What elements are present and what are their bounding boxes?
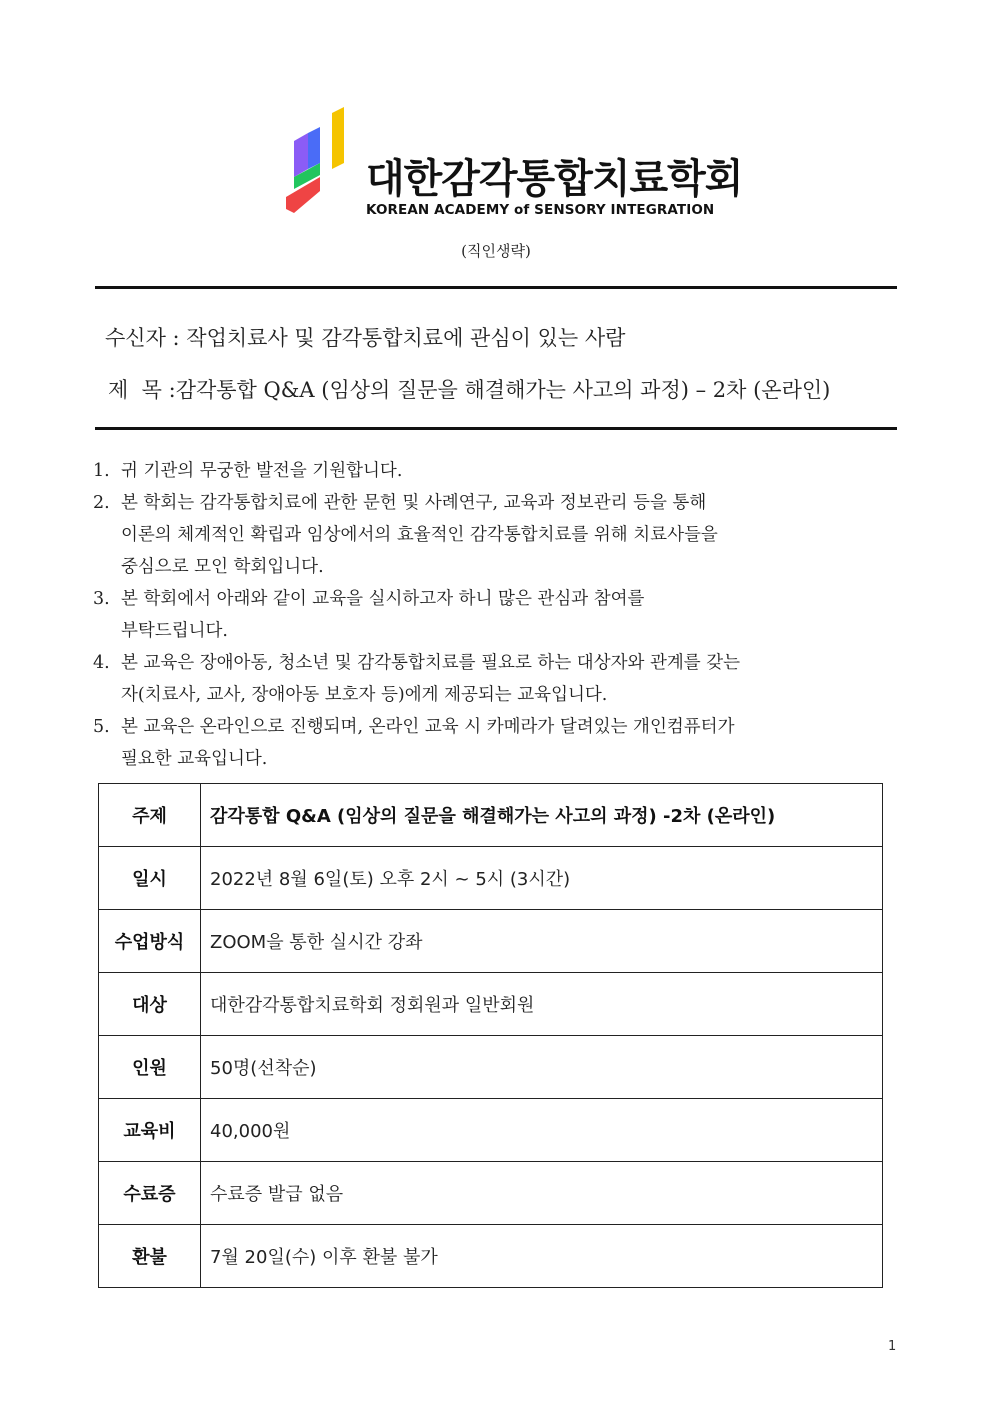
paragraph-number: 4. [93,653,110,673]
paragraph-line: 중심으로 모인 학회입니다. [121,557,324,577]
row-value: ZOOM을 통한 실시간 강좌 [201,910,883,973]
paragraph-3 [93,583,893,647]
row-value: 7월 20일(수) 이후 환불 불가 [201,1225,883,1288]
paragraph-line: 필요한 교육입니다. [121,749,268,769]
logo-korean-name: 대한감각통합치료학회 [366,156,743,202]
row-key: 주제 [99,784,201,847]
paragraph-line: 본 학회는 감각통합치료에 관한 문헌 및 사례연구, 교육과 정보관리 등을 통해 [121,493,707,513]
table-row-date [99,847,883,910]
paragraph-number: 2. [93,493,110,513]
subject-label: 제 목 : [108,378,176,402]
row-value: 50명(선착순) [201,1036,883,1099]
subject-value: 감각통합 Q&A (임상의 질문을 해결해가는 사고의 과정) – 2차 (온라인) [175,378,831,402]
paragraph-line: 본 교육은 장애아동, 청소년 및 감각통합치료를 필요로 하는 대상자와 관계를 갖는 [121,653,741,673]
paragraph-line: 부탁드립니다. [121,621,228,641]
paragraph-number: 3. [93,589,110,609]
paragraph-line: 본 교육은 온라인으로 진행되며, 온라인 교육 시 카메라가 달려있는 개인컴퓨터가 [121,717,735,737]
recipient-label: 수신자 : [105,326,180,350]
row-key: 수료증 [99,1162,201,1225]
header-top-rule [95,286,897,289]
table-row-audience [99,973,883,1036]
row-key: 인원 [99,1036,201,1099]
row-value: 대한감각통합치료학회 정회원과 일반회원 [201,973,883,1036]
paragraph-line: 귀 기관의 무궁한 발전을 기원합니다. [121,461,403,481]
society-logo [280,105,743,220]
row-key: 교육비 [99,1099,201,1162]
paragraph-number: 5. [93,717,110,737]
row-key: 일시 [99,847,201,910]
row-value: 감각통합 Q&A (임상의 질문을 해결해가는 사고의 과정) -2차 (온라인) [201,784,883,847]
recipient-line [105,322,625,352]
table-row-refund [99,1225,883,1288]
row-key: 수업방식 [99,910,201,973]
logo-english-name: KOREAN ACADEMY of SENSORY INTEGRATION [366,202,715,218]
row-value: 2022년 8월 6일(토) 오후 2시 ~ 5시 (3시간) [201,847,883,910]
row-value: 40,000원 [201,1099,883,1162]
page-number: 1 [888,1339,897,1354]
table-row-topic [99,784,883,847]
paragraph-4 [93,647,893,711]
table-row-method [99,910,883,973]
seal-omitted-note: (직인생략) [461,242,531,260]
recipient-value: 작업치료사 및 감각통합치료에 관심이 있는 사람 [186,326,626,350]
paragraph-5 [93,711,893,775]
course-info-table [98,783,883,1288]
table-row-capacity [99,1036,883,1099]
paragraph-1 [93,455,893,487]
paragraph-2 [93,487,893,583]
row-key: 환불 [99,1225,201,1288]
header-bottom-rule [95,427,897,430]
row-value: 수료증 발급 없음 [201,1162,883,1225]
letter-body [93,455,893,775]
subject-line [108,374,830,404]
logo-mark-icon [280,105,350,217]
paragraph-line: 이론의 체계적인 확립과 임상에서의 효율적인 감각통합치료를 위해 치료사들을 [121,525,718,545]
paragraph-line: 자(치료사, 교사, 장애아동 보호자 등)에게 제공되는 교육입니다. [121,685,608,705]
row-key: 대상 [99,973,201,1036]
paragraph-line: 본 학회에서 아래와 같이 교육을 실시하고자 하니 많은 관심과 참여를 [121,589,645,609]
paragraph-number: 1. [93,461,110,481]
table-row-fee [99,1099,883,1162]
table-row-certificate [99,1162,883,1225]
